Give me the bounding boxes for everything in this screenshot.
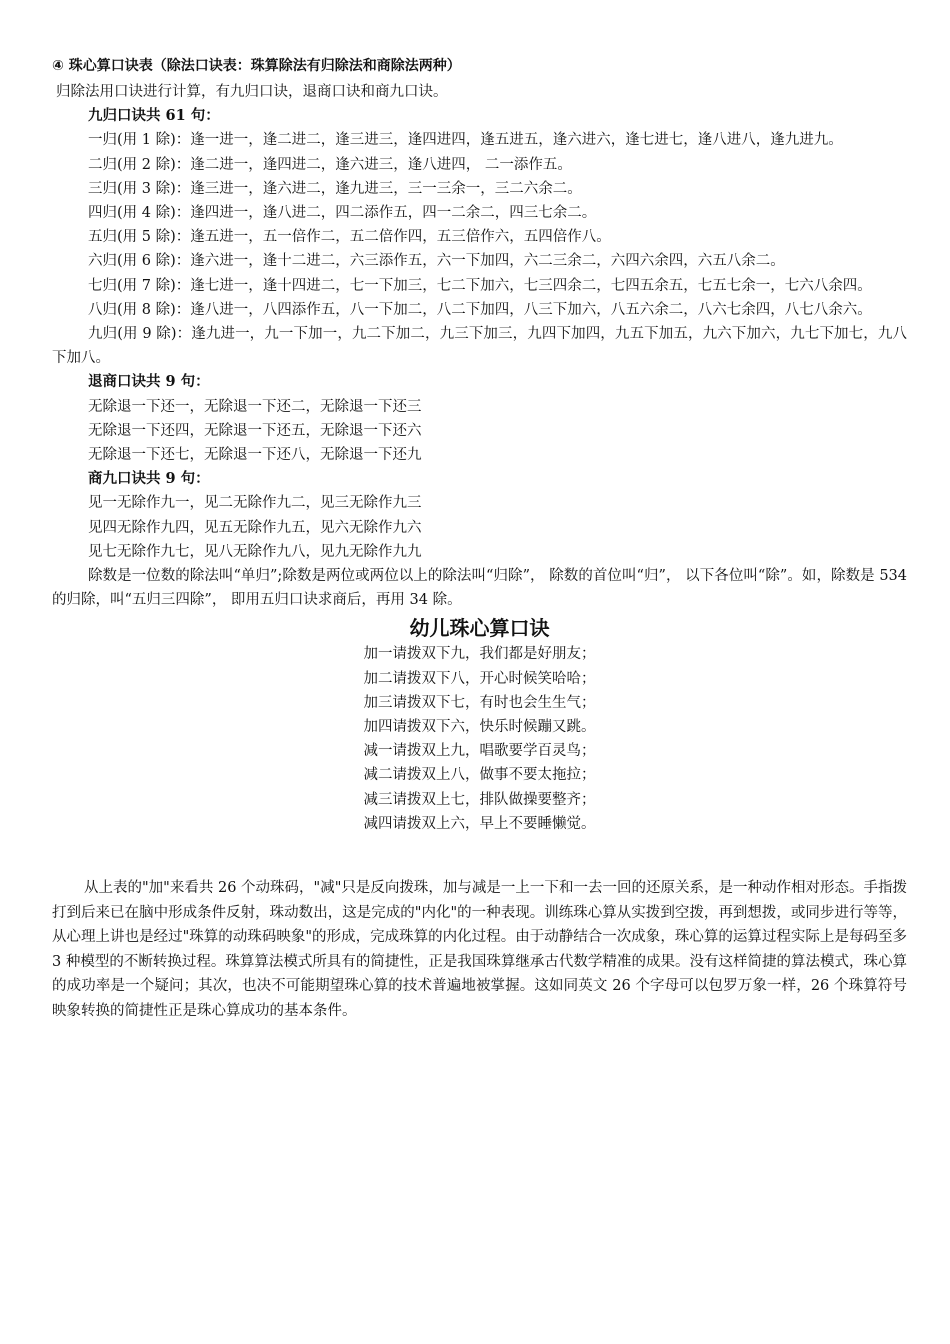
poem-line: 加四请拨双下六，快乐时候蹦又跳。 <box>363 719 596 736</box>
closing-paragraph: 从上表的"加"来看共 26 个动珠码，"减"只是反向拨珠，加与减是一上一下和一去一回的还原关系，是一种动作相对形态。手指拨打到后来已在脑中形成条件反射，珠动数出，这是完成的"内化"的一种表现。训练珠心算从实拨到空拨，再到想拨，或同步进行等等，从心理上讲也是经过"珠算的动珠码映象"的形成，完成珠算的内化过程。由于动静结合一次成象，珠心算的运算过程实际上是每码至多 3 种模型的不断转换过程。珠算算法模式所具有的简捷性，正是我国珠算继承古代数学精准的成果。没有这样简捷的算法模式，珠心算的成功率是一个疑问；其次，也决不可能期望珠心算的技术普遍地被掌握。这如同英文 26 个字母可以包罗万象一样，26 个珠算符号映象转换的简捷性正是珠心算成功的基本条件。 <box>52 880 907 1020</box>
poem-line: 减四请拨双上六，早上不要睡懒觉。 <box>363 815 596 832</box>
shang-jiu-line: 见一无除作九一，见二无除作九二，见三无除作九三 <box>88 495 422 512</box>
poem-line: 减三请拨双上七，排队做操要整齐； <box>363 791 596 808</box>
nine-gui-line: 七归(用 7 除)：逢七进一，逢十四进二，七一下加三，七二下加六，七三四余二，七四五余五，七五七余一，七六八余四。 <box>88 277 872 294</box>
poem-line: 加三请拨双下七，有时也会生生气； <box>363 694 596 711</box>
section-heading: ④ 珠心算口诀表（除法口诀表：珠算除法有归除法和商除法两种） <box>52 58 461 74</box>
nine-gui-line: 三归(用 3 除)：逢三进一，逢六进二，逢九进三，三一三余一，三二六余二。 <box>88 180 582 197</box>
shang-jiu-line: 见七无除作九七，见八无除作九八，见九无除作九九 <box>88 543 422 560</box>
tui-shang-title: 退商口诀共 9 句： <box>88 373 210 391</box>
nine-gui-line: 一归(用 1 除)：逢一进一，逢二进二，逢三进三，逢四进四，逢五进五，逢六进六，逢七进七，逢八进八，逢九进九。 <box>88 132 843 149</box>
poem-line: 减一请拨双上九，唱歌要学百灵鸟； <box>363 743 596 760</box>
nine-gui-title: 九归口诀共 61 句： <box>88 107 220 125</box>
poem-line: 减二请拨双上八，做事不要太拖拉； <box>363 767 596 784</box>
nine-gui-line: 四归(用 4 除)：逢四进一，逢八进二，四二添作五，四一二余二，四三七余二。 <box>88 205 597 222</box>
nine-gui-line: 二归(用 2 除)：逢二进一，逢四进二，逢六进三，逢八进四， 二一添作五。 <box>88 156 572 173</box>
shang-jiu-title: 商九口诀共 9 句： <box>88 470 210 488</box>
poem-line: 加一请拨双下九，我们都是好朋友； <box>363 646 596 663</box>
division-note: 除数是一位数的除法叫“单归”;除数是两位或两位以上的除法叫“归除”， 除数的首位叫“归”， 以下各位叫“除”。如，除数是 534 的归除，叫“五归三四除”， 即用五归口诀求商后，再用 34 除。 <box>52 568 907 609</box>
tui-shang-line: 无除退一下还一，无除退一下还二，无除退一下还三 <box>88 398 422 415</box>
nine-gui-line: 九归(用 9 除)：逢九进一，九一下加一，九二下加二，九三下加三，九四下加四，九五下加五，九六下加六，九七下加七，九八下加八。 <box>52 326 907 367</box>
spacer <box>52 836 907 876</box>
poem-line: 加二请拨双下八，开心时候笑哈哈； <box>363 670 596 687</box>
nine-gui-line: 五归(用 5 除)：逢五进一，五一倍作二，五二倍作四，五三倍作六，五四倍作八。 <box>88 229 611 246</box>
nine-gui-line: 八归(用 8 除)：逢八进一，八四添作五，八一下加二，八二下加四，八三下加六，八五六余二，八六七余四，八七八余六。 <box>88 301 872 318</box>
poem-title: 幼儿珠心算口诀 <box>409 616 550 641</box>
shang-jiu-line: 见四无除作九四，见五无除作九五，见六无除作九六 <box>88 519 422 536</box>
tui-shang-line: 无除退一下还四，无除退一下还五，无除退一下还六 <box>88 422 422 439</box>
intro-text: 归除法用口诀进行计算，有九归口诀，退商口诀和商九口诀。 <box>56 84 448 100</box>
nine-gui-line: 六归(用 6 除)：逢六进一，逢十二进二，六三添作五，六一下加四，六二三余二，六四六余四，六五八余二。 <box>88 253 785 270</box>
tui-shang-line: 无除退一下还七，无除退一下还八，无除退一下还九 <box>88 447 422 464</box>
document-page <box>52 52 907 1024</box>
